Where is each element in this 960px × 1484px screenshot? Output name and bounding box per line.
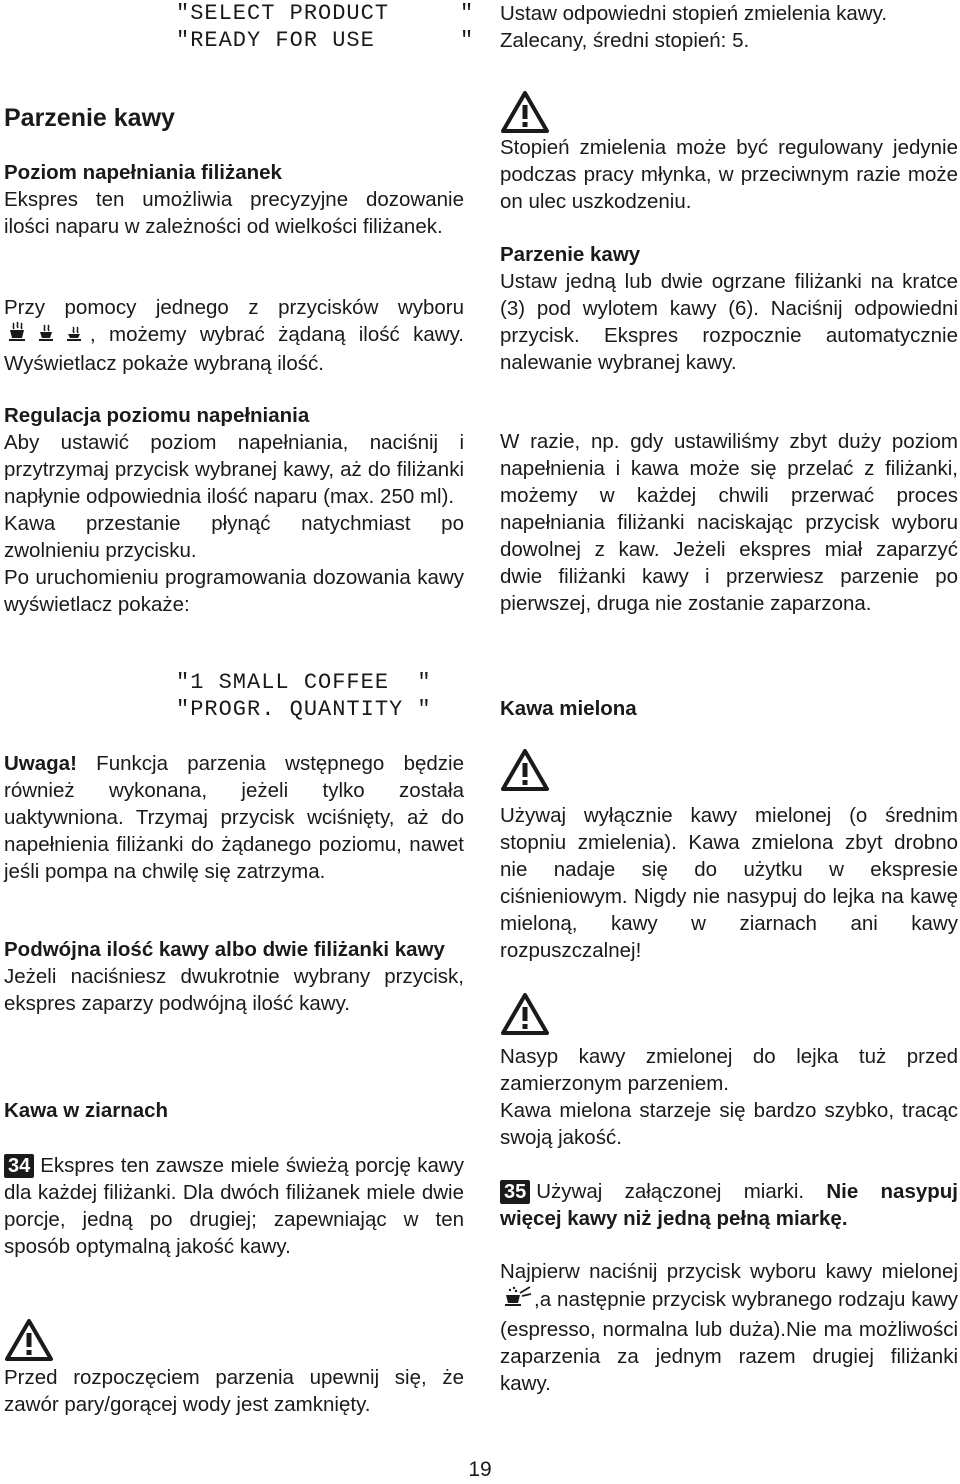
paragraph: Ustaw jedną lub dwie ogrzane filiżanki na kratce (3) pod wylotem kawy (6). Naciśnij odpowiedni przycisk. Ekspres rozpocznie automatycznie nalewanie wybranej kawy. [500,270,958,374]
paragraph: Ustaw odpowiedni stopień zmielenia kawy. Zalecany, średni stopień: 5. [500,2,888,52]
section-regulacja [4,402,464,618]
paragraph: Przed rozpoczęciem parzenia upewnij się, że zawór pary/gorącej wody jest zamknięty. [4,1366,464,1416]
paragraph-text: Przy pomocy jednego z przycisków wyboru [4,296,464,319]
section-miarka [500,1178,958,1232]
paragraph: Aby ustawić poziom napełniania, naciśnij i przytrzymaj przycisk wybranej kawy, aż do filiżanki napłynie odpowiednia ilość naparu (max. 250 ml). [4,431,464,508]
paragraph-bold: Nie nasypuj więcej kawy niż jedną pełną miarkę. [500,1180,958,1230]
warning-icon [4,1318,464,1367]
paragraph-text: ,a następnie przycisk wybranego rodzaju kawy (espresso, normalna lub duża).Nie ma możliwości zaparzenia za jednym razem drugiej filiżanki kawy. [500,1287,958,1395]
section-nasyp [500,1043,958,1151]
paragraph-text: , możemy wybrać żądaną ilość kawy. Wyświetlacz pokaże wybraną ilość. [4,323,464,376]
paragraph: Ekspres ten umożliwia precyzyjne dozowanie ilości naparu w zależności od wielkości filiżanek. [4,188,464,238]
paragraph-text: Używaj załączonej miarki. [536,1180,827,1203]
figure-badge: 34 [4,1154,34,1178]
section-uwaga [4,750,464,885]
paragraph [4,1152,464,1260]
section-stopien [500,134,958,215]
subheading: Kawa mielona [500,697,637,720]
paragraph: Po uruchomieniu programowania dozowania kawy wyświetlacz pokaże: [4,566,464,616]
section-wrazie [500,428,958,617]
paragraph: Używaj wyłącznie kawy mielonej (o średnim stopniu zmielenia). Kawa zmielona zbyt drobno nie nadaje się do użytku w ekspresie ciśnieniowym. Nigdy nie nasypuj do lejka na kawę mieloną, kawy w ziarnach ani kawy rozpuszczalnej! [500,804,958,962]
subheading: Kawa w ziarnach [4,1099,169,1122]
display-line: "SELECT PRODUCT " [176,1,475,26]
paragraph-text: Najpierw naciśnij przycisk wyboru kawy mielonej [500,1260,958,1283]
paragraph: Stopień zmielenia może być regulowany jedynie podczas pracy młynka, w przeciwnym razie może on ulec uszkodzeniu. [500,136,958,213]
ground-coffee-icon [500,1285,534,1316]
figure-badge: 35 [500,1180,530,1204]
paragraph [500,1258,958,1397]
paragraph-text: Funkcja parzenia wstępnego będzie również wykonana, jeżeli tylko została uaktywniona. Trzymaj przycisk wciśnięty, aż do napełnienia filiżanki do żądanego poziomu, nawet jeśli pompa na chwilę się zatrzyma. [4,752,464,883]
page-number: 19 [468,1458,492,1481]
warning-icon [500,90,958,139]
paragraph: Jeżeli naciśniesz dwukrotnie wybrany przycisk, ekspres zaparzy podwójną ilość kawy. [4,965,464,1015]
section-mielenie [500,0,958,54]
paragraph [4,294,464,377]
subheading: Parzenie kawy [500,243,641,266]
display-line: "READY FOR USE " [176,28,475,53]
section-heading: Parzenie kawy [4,104,175,132]
paragraph: Nasyp kawy zmielonej do lejka tuż przed zamierzonym parzeniem. [500,1045,958,1095]
paragraph: Kawa przestanie płynąć natychmiast po zwolnieniu przycisku. [4,512,464,562]
section-podwojna [4,936,464,1017]
section-poziom [4,159,464,240]
subheading: Podwójna ilość kawy albo dwie filiżanki kawy [4,938,445,961]
subheading: Regulacja poziomu napełniania [4,404,310,427]
display-line: "PROGR. QUANTITY " [176,697,432,722]
warning-icon [500,992,958,1041]
warning-icon [500,748,958,797]
paragraph-text: Ekspres ten zawsze miele świeżą porcję kawy dla każdej filiżanki. Dla dwóch filiżanek miele dwie porcje, jedną po drugiej; zapewniając w ten sposób optymalną jakość kawy. [4,1154,464,1258]
paragraph [500,1178,958,1232]
paragraph [4,750,464,885]
section-najpierw [500,1258,958,1397]
paragraph: Kawa mielona starzeje się bardzo szybko, tracąc swoją jakość. [500,1099,958,1149]
subheading: Poziom napełniania filiżanek [4,161,282,184]
note-label: Uwaga! [4,752,77,775]
section-przed [4,1364,464,1418]
section-uzywaj [500,802,958,964]
section-ziarnach [4,1152,464,1260]
paragraph: W razie, np. gdy ustawiliśmy zbyt duży poziom napełnienia i kawa może się przelać z filiżanki, możemy w każdej chwili przerwać proces napełniania filiżanki naciskając przycisk wyboru dowolnej z kaw. Jeżeli ekspres miał zaparzyć dwie filiżanki kawy i przerwiesz parzenie po pierwszej, druga nie zostanie zaparzona. [500,430,958,615]
section-przy [4,294,464,377]
display-line: "1 SMALL COFFEE " [176,670,432,695]
cup-icons [4,321,90,350]
section-parzenie [500,241,958,376]
